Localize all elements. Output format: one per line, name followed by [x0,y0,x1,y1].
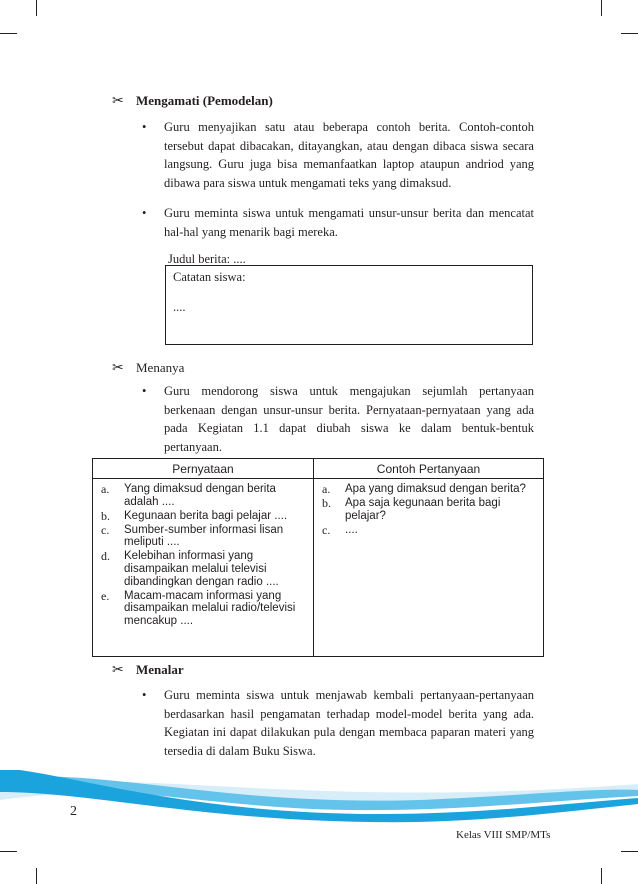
catatan-siswa-box [165,265,533,345]
list-letter: a. [322,482,331,496]
crop-mark [36,0,37,16]
list-text: Yang dimaksud dengan berita adalah .... [124,483,276,508]
bullet-item [142,118,534,192]
list-item [99,590,307,628]
catatan-label: Catatan siswa: [173,270,246,284]
bullet-icon: • [142,206,147,220]
bullet-text: Guru mendorong siswa untuk mengajukan sejumlah pertanyaan berkenaan dengan unsur-unsur berita. Pernyataan-pernyataan yang ada pada Kegiatan 1.1 dapat diubah siswa ke dalam bentuk-bentuk pertanyaan. [164,384,534,454]
bullet-item [142,686,534,760]
bullet-icon: • [142,688,147,702]
bullet-item [142,204,534,241]
list-letter: c. [322,522,331,537]
pernyataan-column [93,479,314,657]
judul-berita-label: Judul berita: .... [168,252,246,266]
list-item [99,550,307,588]
pertanyaan-column [314,479,544,657]
section-title: Mengamati (Pemodelan) [136,93,273,108]
section-title: Menanya [136,360,185,375]
list-letter: e. [101,588,110,603]
list-text: .... [345,523,358,536]
section-heading-menalar [112,662,184,678]
crop-mark [601,868,602,884]
list-item [320,483,537,496]
list-text: Sumber-sumber informasi lisan meliputi .... [124,523,284,549]
list-item [320,524,537,537]
bullet-icon: • [142,120,147,134]
list-text: Kelebihan informasi yang disampaikan melalui televisi dibandingkan dengan radio .... [124,550,279,588]
list-item [99,510,307,523]
scissors-icon: ✂ [112,662,124,678]
list-text: Macam-macam informasi yang disampaikan melalui radio/televisi mencakup .... [124,589,296,627]
bullet-text: Guru meminta siswa untuk menjawab kembali pertanyaan-pertanyaan berdasarkan hasil pengamatan terhadap model-model berita yang ada. Kegiatan ini dapat dilakukan pula dengan membaca paparan materi yang tersedia di dalam Buku Siswa. [164,688,534,758]
list-text: Apa yang dimaksud dengan berita? [345,483,526,495]
list-item [99,483,307,508]
bullet-text: Guru menyajikan satu atau beberapa contoh berita. Contoh-contoh tersebut dapat dibacakan, ditayangkan, atau dengan dibaca siswa secara langsung. Guru juga bisa memanfaatkan laptop ataupun andriod yang dibawa para siswa untuk mengamati teks yang dimaksud. [164,120,534,190]
bullet-icon: • [142,384,147,398]
scissors-icon: ✂ [112,360,124,376]
list-letter: b. [101,508,110,523]
table-header: Pernyataan [93,459,314,479]
section-heading-menanya [112,360,184,376]
list-letter: a. [101,482,110,496]
catatan-value: .... [173,300,186,314]
crop-mark [621,33,638,34]
page-number: 2 [70,804,77,819]
list-letter: b. [322,496,331,511]
table-header: Contoh Pertanyaan [314,459,544,479]
list-text: Apa saja kegunaan berita bagi pelajar? [345,497,501,522]
section-title: Menalar [136,662,184,677]
footer-class-label: Kelas VIII SMP/MTs [456,829,551,841]
crop-mark [0,33,17,34]
list-text: Kegunaan berita bagi pelajar .... [124,509,288,522]
pernyataan-table [92,458,544,657]
crop-mark [601,0,602,16]
list-letter: c. [101,522,110,537]
decorative-wave [0,770,638,860]
scissors-icon: ✂ [112,93,124,109]
bullet-item [142,382,534,456]
crop-mark [36,868,37,884]
section-heading-mengamati [112,93,273,109]
bullet-text: Guru meminta siswa untuk mengamati unsur-unsur berita dan mencatat hal-hal yang menarik bagi mereka. [164,206,534,239]
list-item [99,524,307,549]
list-letter: d. [101,549,110,564]
list-item [320,497,537,522]
